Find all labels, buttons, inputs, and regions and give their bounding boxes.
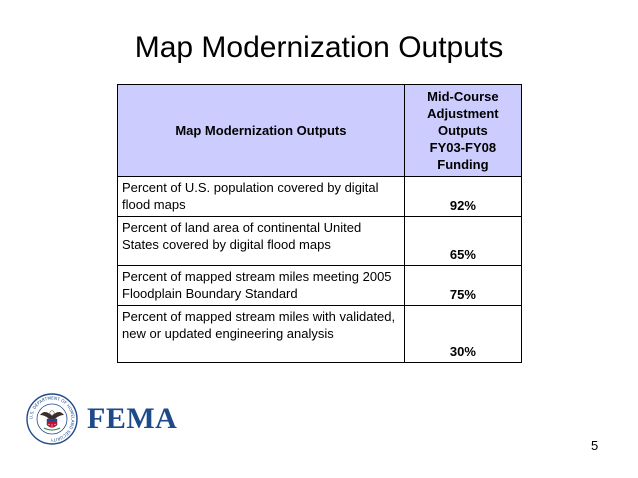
table-header-row (118, 85, 522, 177)
header-label-cell: Map Modernization Outputs (118, 85, 405, 177)
row-label: Percent of mapped stream miles with validated, new or updated engineering analysis (118, 306, 405, 363)
row-value: 75% (404, 266, 521, 306)
header-value-line: Mid-Course (427, 89, 499, 104)
fema-wordmark: FEMA (87, 402, 178, 435)
page-number: 5 (591, 438, 599, 453)
seal-ring-text: U.S. DEPARTMENT OF HOMELAND SECURITY (28, 395, 76, 443)
table-row (118, 266, 522, 306)
table-row (118, 177, 522, 217)
header-value-line: Adjustment (427, 106, 499, 121)
row-label: Percent of mapped stream miles meeting 2005 Floodplain Boundary Standard (118, 266, 405, 306)
header-value-line: FY03-FY08 (429, 140, 497, 155)
table-row (118, 306, 522, 363)
row-label: Percent of land area of continental United States covered by digital flood maps (118, 217, 405, 266)
row-label: Percent of U.S. population covered by digital flood maps (118, 177, 405, 217)
dhs-seal-logo (26, 393, 78, 445)
row-value: 65% (404, 217, 521, 266)
slide-title: Map Modernization Outputs (134, 31, 504, 64)
header-value-cell (404, 85, 521, 177)
row-value: 92% (404, 177, 521, 217)
table-row (118, 217, 522, 266)
row-value: 30% (404, 306, 521, 363)
outputs-table (117, 84, 522, 363)
header-value-line: Funding (437, 157, 489, 172)
header-value-line: Outputs (437, 123, 488, 138)
